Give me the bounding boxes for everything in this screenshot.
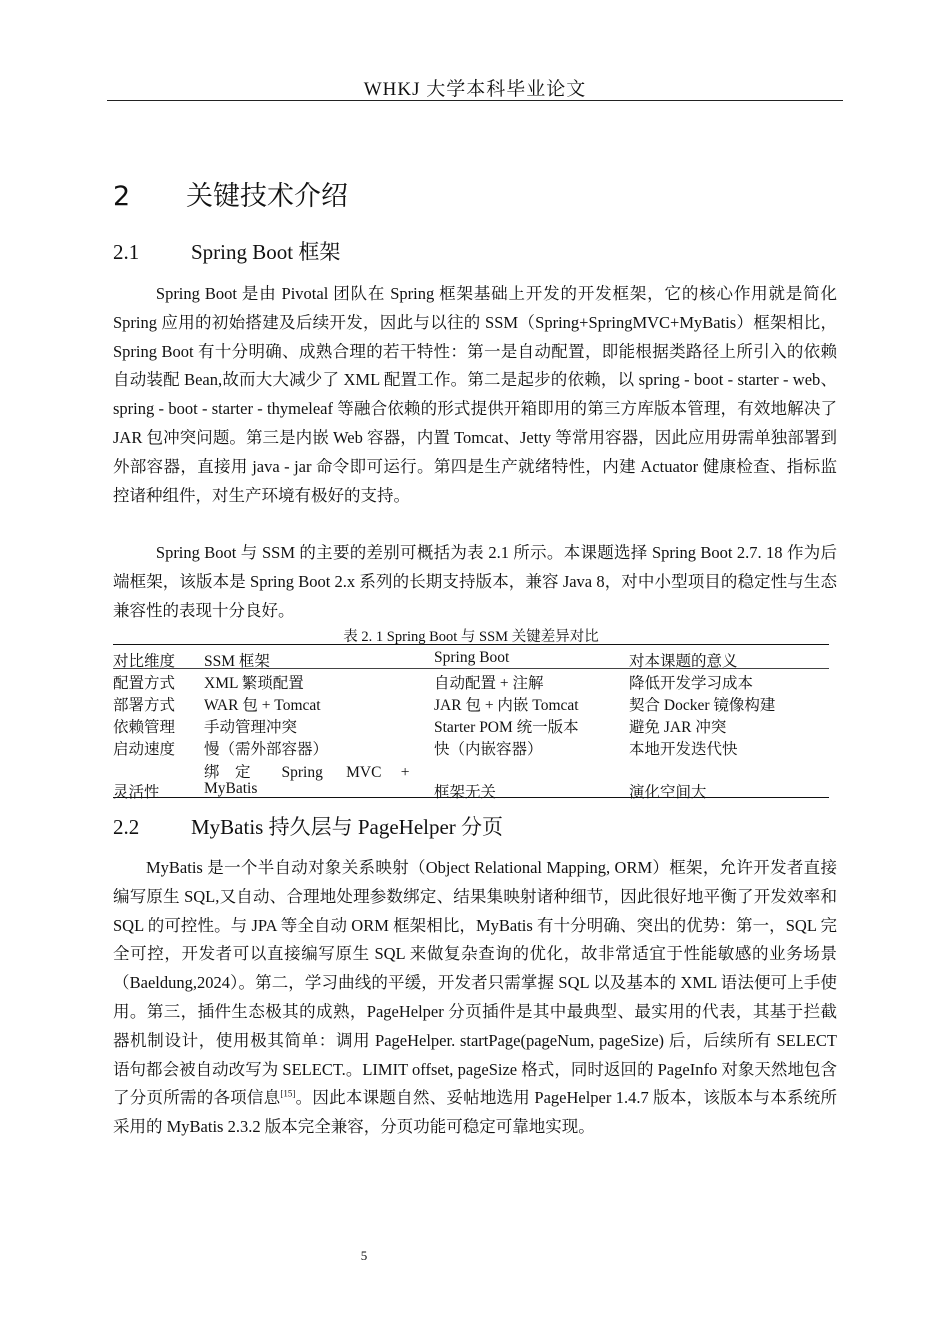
table-cell: 降低开发学习成本	[629, 675, 754, 692]
table-caption: 表 2. 1 Spring Boot 与 SSM 关键差异对比	[343, 629, 599, 645]
table-header-cell: 对本课题的意义	[629, 653, 738, 670]
chapter-title: 关键技术介绍	[186, 181, 348, 212]
table-cell: XML 繁琐配置	[204, 675, 304, 692]
table-header-cell: Spring Boot	[434, 649, 510, 666]
paragraph-spring-boot-intro: Spring Boot 是由 Pivotal 团队在 Spring 框架基础上开发的开发框架，它的核心作用就是简化 Spring 应用的初始搭建及后续开发，因此与以往的 SSM（Spring+SpringMVC+MyBatis）框架相比，Spring Boot 有十分明确、成熟合理的若干特性：第一是自动配置，即能根据类路径上所引入的依赖自动装配 Bean,故而大大减少了 XML 配置工作。第二是起步的依赖，以 spring - boot - starter - web、spring - boot - starter - thymeleaf 等融合依赖的形式提供开箱即用的第三方库版本管理，有效地解决了 JAR 包冲突问题。第三是内嵌 Web 容器，内置 Tomcat、Jetty 等常用容器，因此应用毋需单独部署到外部容器，直接用 java - jar 命令即可运行。第四是生产就绪特性，内建 Actuator 健康检查、指标监控诸种组件，对生产环境有极好的支持。	[113, 284, 837, 505]
paragraph-mybatis-pagehelper	[113, 854, 837, 1142]
table-cell: 本地开发迭代快	[629, 741, 738, 758]
table-cell: 灵活性	[113, 784, 160, 801]
table-header-cell: 对比维度	[113, 653, 176, 670]
table-cell: JAR 包 + 内嵌 Tomcat	[434, 697, 579, 714]
table-cell: 启动速度	[113, 741, 176, 758]
table-cell: 快（内嵌容器）	[434, 741, 543, 758]
table-cell: 手动管理冲突	[204, 719, 298, 736]
table-header-cell: SSM 框架	[204, 653, 270, 670]
table-cell: 演化空间大	[629, 784, 707, 801]
section-number: 2.2	[113, 815, 140, 839]
table-cell: 绑 定 Spring MVC +	[204, 764, 410, 781]
section-number: 2.1	[113, 240, 140, 264]
table-cell: 依赖管理	[113, 719, 176, 736]
section-title: MyBatis 持久层与 PageHelper 分页	[191, 815, 504, 839]
chapter-number: 2	[113, 181, 131, 212]
table-cell: 契合 Docker 镜像构建	[629, 697, 776, 714]
paragraph-text: MyBatis 是一个半自动对象关系映射（Object Relational Mapping, ORM）框架，允许开发者直接编写原生 SQL,又自动、合理地处理参数绑定、结果集映射诸种细节，因此很好地平衡了开发效率和 SQL 的可控性。与 JPA 等全自动 ORM 框架相比，MyBatis 有十分明确、突出的优势：第一，SQL 完全可控，开发者可以直接编写原生 SQL 来做复杂查询的优化，故非常适宜于性能敏感的业务场景（Baeldung,2024）。第二，学习曲线的平缓，开发者只需掌握 SQL 以及基本的 XML 语法便可上手使用。第三，插件生态极其的成熟，PageHelper 分页插件是其中最典型、最实用的代表，其基于拦截器机制设计，使用极其简单：调用 PageHelper. startPage(pageNum, pageSize) 后，后续所有 SELECT 语句都会被自动改写为 SELECT.。LIMIT offset, pageSize 格式，同时返回的 PageInfo 对象天然地包含了分页所需的各项信息	[113, 858, 837, 1108]
table-cell: 配置方式	[113, 675, 176, 692]
chapter-heading	[113, 174, 348, 213]
citation-ref: [15]	[280, 1088, 296, 1099]
header-divider	[107, 100, 843, 101]
table-cell: 部署方式	[113, 697, 176, 714]
section-title: Spring Boot 框架	[191, 240, 341, 264]
table-cell: 避免 JAR 冲突	[629, 719, 727, 736]
section-heading-2-1	[113, 236, 340, 266]
table-top-rule	[113, 644, 829, 645]
table-cell: 慢（需外部容器）	[204, 741, 329, 758]
paragraph-spring-boot-vs-ssm: Spring Boot 与 SSM 的主要的差别可概括为表 2.1 所示。本课题选择 Spring Boot 2.7. 18 作为后端框架，该版本是 Spring Boot 2.x 系列的长期支持版本，兼容 Java 8，对中小型项目的稳定性与生态兼容性的表现十分良好。	[113, 543, 837, 620]
table-cell: MyBatis	[204, 780, 258, 797]
paragraph-text: 。因此本课题自然、妥帖地选用 PageHelper 1.4.7 版本，该版本与本系统所采用的 MyBatis 2.3.2 版本完全兼容，分页功能可稳定可靠地实现。	[113, 1088, 838, 1137]
section-heading-2-2	[113, 811, 503, 841]
table-cell: 框架无关	[434, 784, 497, 801]
table-cell: Starter POM 统一版本	[434, 719, 579, 736]
table-cell: 自动配置 + 注解	[434, 675, 544, 692]
table-cell: WAR 包 + Tomcat	[204, 697, 321, 714]
page-number: 5	[360, 1248, 368, 1263]
running-header: WHKJ 大学本科毕业论文	[363, 79, 587, 100]
